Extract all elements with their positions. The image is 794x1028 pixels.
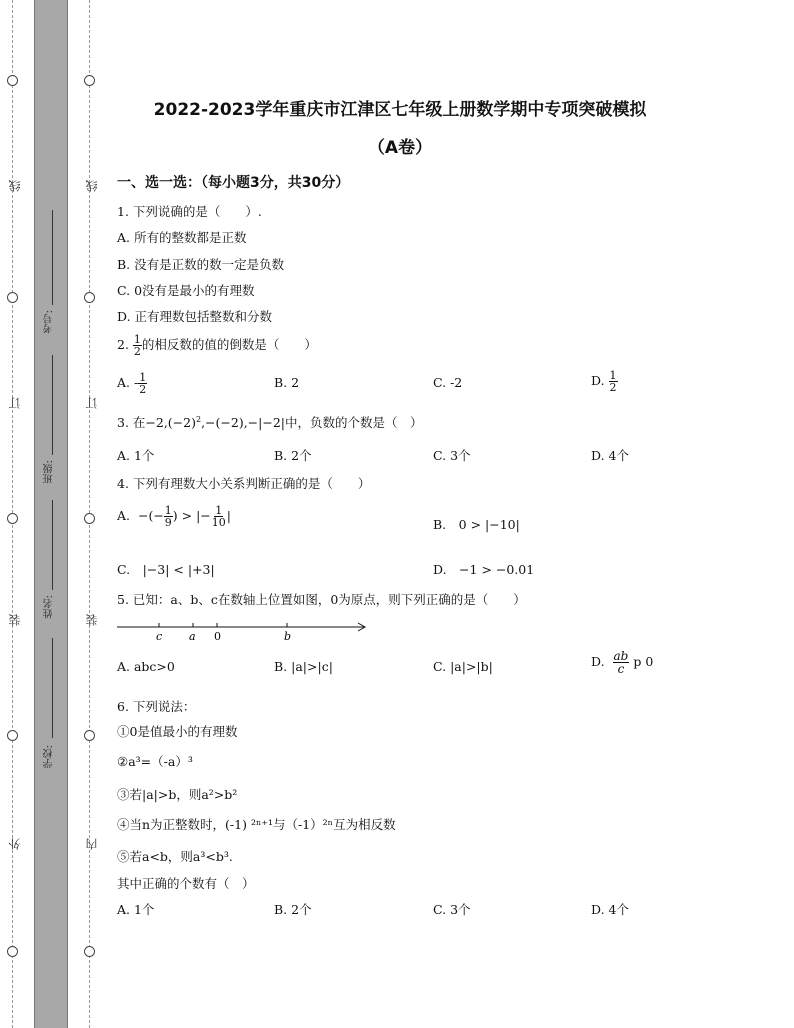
question-4-stem: 4. 下列有理数大小关系判断正确的是（ ） [117,476,371,491]
margin-char: 内 [85,838,99,850]
section-heading: 一、选一选：（每小题3分，共30分） [117,175,350,191]
axis-label-c: c [156,630,163,643]
field-label-school: 学校: [44,745,55,769]
field-line [52,500,53,590]
q3-option-a: A. 1个 [117,448,155,463]
question-3-stem: 3. 在$-2,(-2)^2,-(-2),-|-2|$中，负数的个数是（ ） [117,414,423,430]
margin-char: 线 [85,180,99,192]
q6-option-c: C. 3个 [433,902,471,917]
binding-hole-icon [84,75,95,86]
field-line [52,210,53,305]
number-line-diagram [117,615,372,645]
q6-option-a: A. 1个 [117,902,155,917]
binding-hole-icon [7,513,18,524]
q2-option-b: B. 2 [274,375,300,390]
q6-statement-4: ④当n为正整数时，(-1) ²ⁿ⁺¹与（-1）²ⁿ互为相反数 [117,817,396,832]
q3-option-b: B. 2个 [274,448,312,463]
axis-label-b: b [284,630,292,643]
q2-option-c: C. -2 [433,375,463,390]
margin-char: 线 [8,180,22,192]
q3-option-c: C. 3个 [433,448,471,463]
page-title: 2022-2023学年重庆市江津区七年级上册数学期中专项突破模拟 [153,100,647,120]
binding-hole-icon [84,513,95,524]
field-label-class: 班级: [44,460,55,484]
page-subtitle: （A卷） [367,138,433,158]
field-line [52,638,53,738]
margin-char: 外 [8,838,22,850]
binding-strip [34,0,68,1028]
binding-hole-icon [84,946,95,957]
q4-option-d: D. −1 > −0.01 [433,562,535,577]
q5-option-c: C. |a|>|b| [433,659,493,674]
q6-statement-5: ⑤若a<b，则a³<b³. [117,849,233,864]
field-label-exam-no: 考号: [44,310,55,334]
binding-hole-icon [7,75,18,86]
q6-option-d: D. 4个 [591,902,629,917]
margin-char: 订 [8,397,22,409]
q5-option-b: B. |a|>|c| [274,659,333,674]
q1-option-b: B. 没有是正数的数一定是负数 [117,257,285,272]
q6-statement-2: ②a³=（-a）³ [117,754,193,769]
axis-label-a: a [189,630,196,643]
q6-statement-1: ①0是值最小的有理数 [117,724,238,739]
axis-label-zero: 0 [214,630,221,643]
question-5-stem: 5. 已知：a、b、c在数轴上位置如图，0为原点，则下列正确的是（ ） [117,592,526,607]
q6-summary: 其中正确的个数有（ ） [117,876,255,891]
fraction: $\frac{1}{2}$ [133,333,141,358]
margin-char: 装 [8,614,22,626]
binding-hole-icon [84,730,95,741]
q5-option-d: D. $\frac{ab}{c}$ p 0 [591,649,654,676]
q1-option-d: D. 正有理数包括整数和分数 [117,309,273,324]
q6-option-b: B. 2个 [274,902,312,917]
q6-statement-3: ③若|a|>b，则a²>b² [117,787,238,802]
q2-option-d: D. $\frac{1}{2}$ [591,369,617,394]
q4-option-c: C. |−3| < |+3| [117,562,215,577]
margin-char: 装 [85,614,99,626]
field-label-name: 姓名: [44,595,55,619]
q3-option-d: D. 4个 [591,448,629,463]
binding-hole-icon [7,946,18,957]
q1-option-c: C. 0没有是最小的有理数 [117,283,255,298]
q1-option-a: A. 所有的整数都是正数 [117,230,247,245]
binding-hole-icon [7,730,18,741]
question-2-stem: 2. $\frac{1}{2}$ 的相反数的值的倒数是（ ） [117,333,317,358]
question-6-stem: 6. 下列说法： [117,699,196,714]
q4-option-a: A. −(− $\frac{1}{9}$ ) > |− $\frac{1}{10}$ | [117,504,231,529]
binding-hole-icon [84,292,95,303]
binding-hole-icon [7,292,18,303]
field-line [52,355,53,455]
q2-option-a: A. - $\frac{1}{2}$ [117,371,147,396]
q4-option-b: B. 0 > |−10| [433,517,520,532]
margin-char: 订 [85,397,99,409]
q5-option-a: A. abc>0 [117,659,175,674]
question-1-stem: 1. 下列说确的是（ ）. [117,204,262,219]
